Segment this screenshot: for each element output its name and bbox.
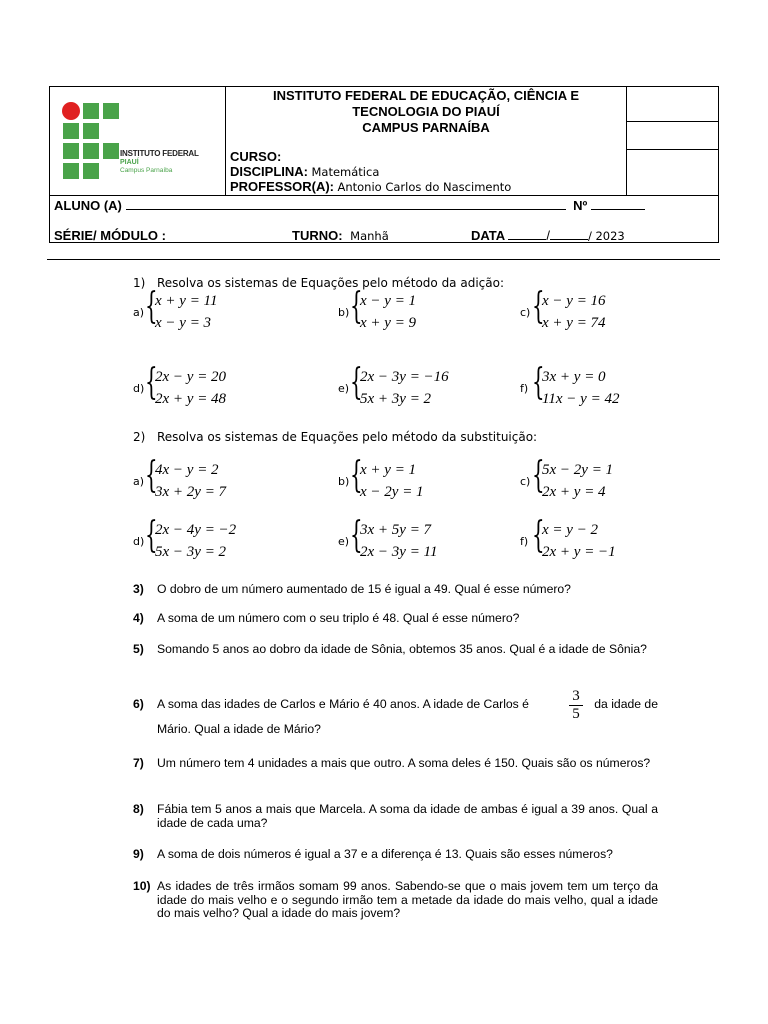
turno-value: Manhã xyxy=(350,229,389,243)
logo-red-circle xyxy=(62,102,80,120)
data-field: DATA / / 2023 xyxy=(471,228,625,243)
disciplina-field: DISCIPLINA: Matemática xyxy=(230,164,380,179)
numero-blank[interactable] xyxy=(591,198,645,210)
section-1-title: 1) Resolva os sistemas de Equações pelo método da adição: xyxy=(133,276,504,290)
day-blank[interactable] xyxy=(508,228,546,240)
curso-field: CURSO: xyxy=(230,149,282,164)
logo-text-line3: Campus Parnaíba xyxy=(120,167,173,174)
serie-label: SÉRIE/ MÓDULO : xyxy=(54,228,166,243)
turno-field: TURNO: Manhã xyxy=(292,228,389,243)
logo-text-line2: PIAUÍ xyxy=(120,159,139,166)
month-blank[interactable] xyxy=(550,228,588,240)
numero-label: Nº xyxy=(573,198,588,213)
aluno-row xyxy=(54,198,714,213)
section-2-title: 2) Resolva os sistemas de Equações pelo método da substituição: xyxy=(133,430,538,444)
header-box xyxy=(49,86,719,243)
aluno-label: ALUNO (A) xyxy=(54,198,122,213)
institution-title: INSTITUTO FEDERAL DE EDUCAÇÃO, CIÊNCIA E TECNOLOGIA DO PIAUÍ CAMPUS PARNAÍBA xyxy=(272,88,579,135)
logo-text-line1: INSTITUTO FEDERAL xyxy=(120,149,199,158)
fraction-three-fifths: $\frac{3}{5}$ xyxy=(569,688,583,723)
professor-field: PROFESSOR(A): Antonio Carlos do Nascimento xyxy=(230,179,512,194)
year-text: / 2023 xyxy=(587,229,625,243)
question-6: 6) A soma das idades de Carlos e Mário é 40 anos. A idade de Carlos é $\frac{3}{5}$ da idade de Mário. Qual a idade de Mário? xyxy=(133,688,658,736)
serie-row xyxy=(54,228,714,243)
header-divider xyxy=(47,259,720,260)
aluno-blank[interactable] xyxy=(126,198,566,210)
